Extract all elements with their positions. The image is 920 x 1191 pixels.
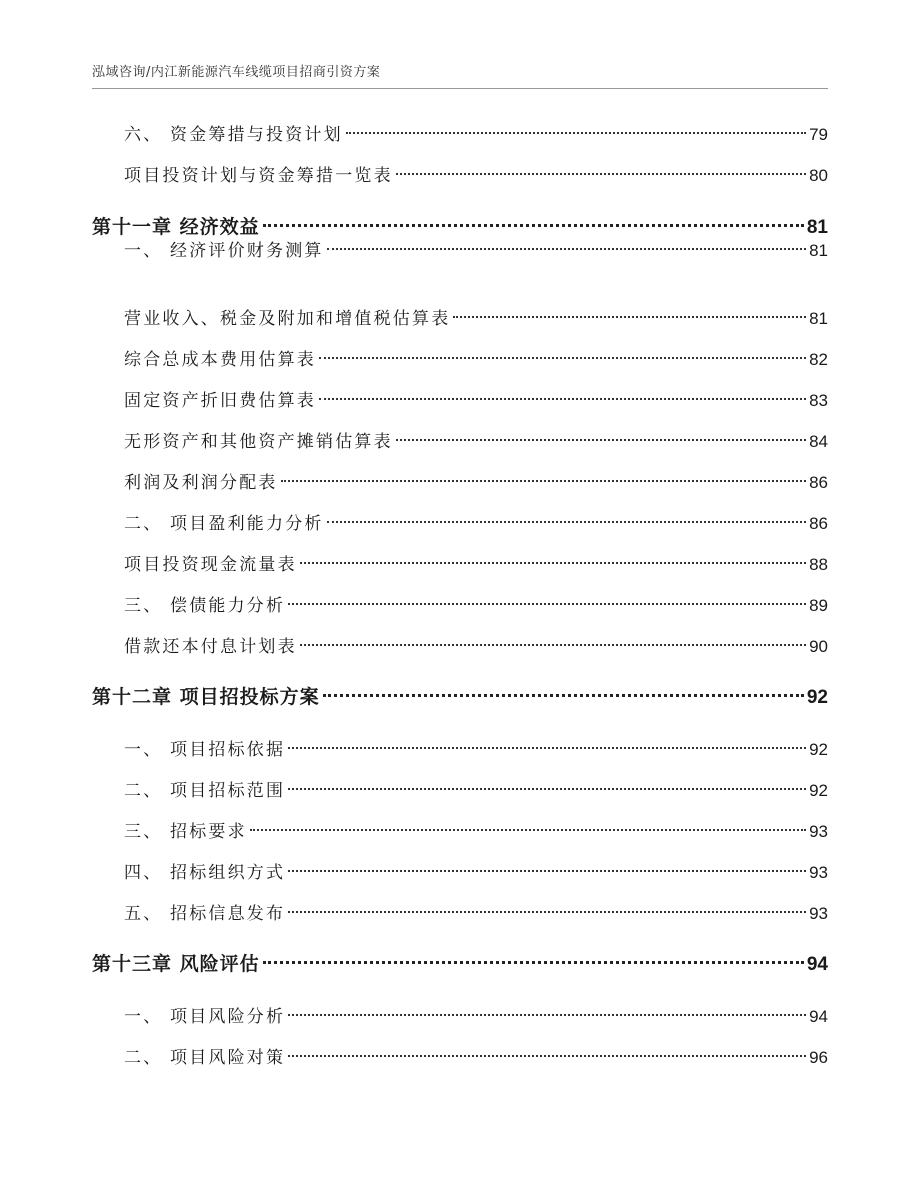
toc-entry[interactable] xyxy=(124,509,828,539)
toc-page-number: 96 xyxy=(809,1048,828,1067)
toc-entry-title: 一、 项目风险分析 xyxy=(124,1007,286,1027)
toc-dot-leader xyxy=(300,562,806,564)
toc-entry[interactable] xyxy=(124,345,828,375)
toc-entry-title: 三、 招标要求 xyxy=(124,822,247,842)
toc-page-number: 88 xyxy=(809,555,828,574)
toc-chapter-title: 第十一章 经济效益 xyxy=(92,216,260,238)
toc-dot-leader xyxy=(396,439,806,441)
toc-entry-title: 一、 经济评价财务测算 xyxy=(124,241,324,261)
toc-entry-title: 二、 项目盈利能力分析 xyxy=(124,514,324,534)
toc-entry[interactable] xyxy=(124,386,828,416)
toc-entry[interactable] xyxy=(124,468,828,498)
toc-page-number: 92 xyxy=(809,740,828,759)
running-header: 泓域咨询/内江新能源汽车线缆项目招商引资方案 xyxy=(92,65,381,80)
toc-entry-title: 二、 项目风险对策 xyxy=(124,1048,286,1068)
toc-page-number: 93 xyxy=(809,822,828,841)
toc-dot-leader xyxy=(288,1014,806,1016)
toc-chapter-title: 第十二章 项目招投标方案 xyxy=(92,686,320,708)
toc-page-number: 93 xyxy=(809,863,828,882)
toc-entry-title: 固定资产折旧费估算表 xyxy=(124,391,316,411)
toc-entry-title: 利润及利润分配表 xyxy=(124,473,278,493)
toc-chapter-entry[interactable] xyxy=(92,682,828,712)
toc-dot-leader xyxy=(323,694,804,697)
toc-page-number: 84 xyxy=(809,432,828,451)
toc-entry-title: 三、 偿债能力分析 xyxy=(124,596,286,616)
toc-entry[interactable] xyxy=(124,776,828,806)
toc-dot-leader xyxy=(319,357,806,359)
toc-page-number: 94 xyxy=(809,1007,828,1026)
toc-dot-leader xyxy=(300,644,806,646)
toc-entry-title: 六、 资金筹措与投资计划 xyxy=(124,125,343,145)
toc-dot-leader xyxy=(288,870,806,872)
toc-dot-leader xyxy=(288,603,806,605)
toc-dot-leader xyxy=(327,521,806,523)
toc-dot-leader xyxy=(346,132,806,134)
toc-page-number: 82 xyxy=(809,350,828,369)
toc-page-number: 94 xyxy=(806,954,828,975)
toc-page-number: 83 xyxy=(809,391,828,410)
toc-dot-leader xyxy=(288,1055,806,1057)
toc-page-number: 81 xyxy=(809,309,828,328)
toc-dot-leader xyxy=(396,173,806,175)
toc-entry[interactable] xyxy=(124,427,828,457)
toc-entry[interactable] xyxy=(124,899,828,929)
toc-entry[interactable] xyxy=(124,161,828,191)
toc-chapter-entry[interactable] xyxy=(92,949,828,979)
toc-page-number: 81 xyxy=(806,217,828,238)
toc-dot-leader xyxy=(319,398,806,400)
toc-page-number: 92 xyxy=(806,687,828,708)
toc-page-number: 79 xyxy=(809,125,828,144)
toc-entry-title: 营业收入、税金及附加和增值税估算表 xyxy=(124,309,451,329)
toc-entry-title: 综合总成本费用估算表 xyxy=(124,350,316,370)
toc-page-number: 86 xyxy=(809,514,828,533)
toc-dot-leader xyxy=(288,911,806,913)
toc-entry-title: 五、 招标信息发布 xyxy=(124,904,286,924)
toc-entry[interactable] xyxy=(124,236,828,266)
toc-entry-title: 无形资产和其他资产摊销估算表 xyxy=(124,432,393,452)
toc-page-number: 90 xyxy=(809,637,828,656)
toc-entry[interactable] xyxy=(124,1002,828,1032)
toc-dot-leader xyxy=(288,788,806,790)
toc-page-number: 92 xyxy=(809,781,828,800)
toc-dot-leader xyxy=(263,961,804,964)
toc-entry-title: 项目投资现金流量表 xyxy=(124,555,297,575)
toc-dot-leader xyxy=(288,747,806,749)
toc-entry-title: 二、 项目招标范围 xyxy=(124,781,286,801)
toc-page-number: 81 xyxy=(809,241,828,260)
toc-dot-leader xyxy=(327,248,806,250)
toc-entry[interactable] xyxy=(124,735,828,765)
toc-entry[interactable] xyxy=(124,120,828,150)
toc-entry[interactable] xyxy=(124,858,828,888)
toc-entry[interactable] xyxy=(124,1043,828,1073)
toc-page-number: 86 xyxy=(809,473,828,492)
toc-entry-title: 一、 项目招标依据 xyxy=(124,740,286,760)
toc-dot-leader xyxy=(281,480,806,482)
toc-entry-title: 借款还本付息计划表 xyxy=(124,637,297,657)
toc-page-number: 80 xyxy=(809,166,828,185)
toc-entry[interactable] xyxy=(124,591,828,621)
toc-dot-leader xyxy=(453,316,806,318)
toc-entry[interactable] xyxy=(124,632,828,662)
toc-chapter-title: 第十三章 风险评估 xyxy=(92,953,260,975)
toc-entry-title: 项目投资计划与资金筹措一览表 xyxy=(124,166,393,186)
toc-entry-title: 四、 招标组织方式 xyxy=(124,863,286,883)
toc-page-number: 89 xyxy=(809,596,828,615)
toc-entry[interactable] xyxy=(124,304,828,334)
toc-entry[interactable] xyxy=(124,817,828,847)
toc-dot-leader xyxy=(250,829,806,831)
toc-dot-leader xyxy=(263,224,804,227)
toc-entry[interactable] xyxy=(124,550,828,580)
toc-page-number: 93 xyxy=(809,904,828,923)
